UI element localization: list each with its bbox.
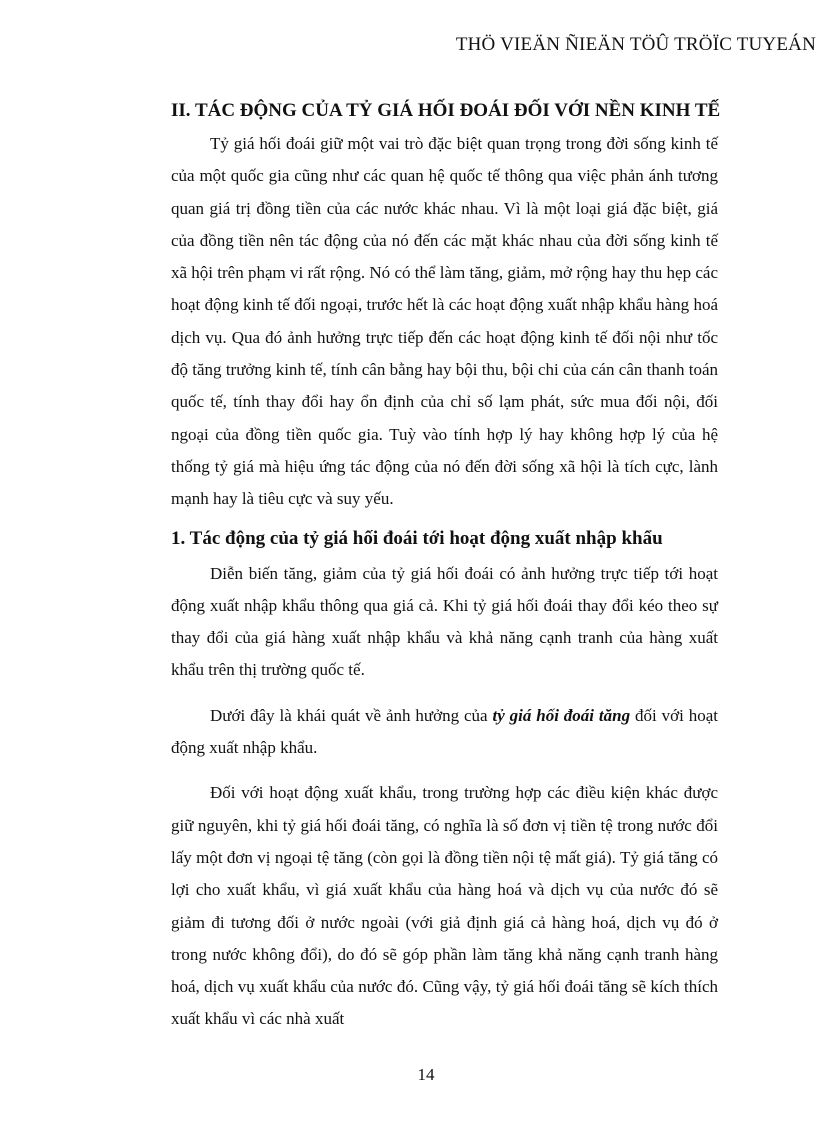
overview-emphasis: tỷ giá hối đoái tăng [492,705,631,725]
paragraph-price-effect: Diễn biến tăng, giảm của tỷ giá hối đoái có ảnh hưởng trực tiếp tới hoạt động xuất nhập khẩu thông qua giá cả. Khi tỷ giá hối đoái thay đổi kéo theo sự thay đổi của giá hàng xuất nhập khẩu và khả năng cạnh tranh của hàng xuất khẩu trên thị trường quốc tế. [171,563,718,680]
overview-text-start: Dưới đây là khái quát về ảnh hưởng của [210,705,493,725]
page-body [171,96,721,1036]
paragraph-export: Đối với hoạt động xuất khẩu, trong trường hợp các điều kiện khác được giữ nguyên, khi tỷ giá hối đoái tăng, có nghĩa là số đơn vị tiền tệ trong nước đổi lấy một đơn vị ngoại tệ tăng (còn gọi là đồng tiền nội tệ mất giá). Tỷ giá tăng có lợi cho xuất khẩu, vì giá xuất khẩu của hàng hoá và dịch vụ của nước đó sẽ giảm đi tương đối ở nước ngoài (với giả định giá cả hàng hoá, dịch vụ đó ở trong nước không đổi), do đó sẽ góp phần làm tăng khả năng cạnh tranh hàng hoá, dịch vụ xuất khẩu của nước đó. Cũng vậy, tỷ giá hối đoái tăng sẽ kích thích xuất khẩu vì các nhà xuất [171,783,718,1029]
subsection-heading: 1. Tác động của tỷ giá hối đoái tới hoạt động xuất nhập khẩu [171,527,663,549]
intro-paragraph: Tỷ giá hối đoái giữ một vai trò đặc biệt quan trọng trong đời sống kinh tế của một quốc gia cũng như các quan hệ quốc tế thông qua việc phản ánh tương quan giá trị đồng tiền của các nước khác nhau. Vì là một loại giá đặc biệt, giá của đồng tiền nên tác động của nó đến các mặt khác nhau của đời sống kinh tế xã hội trên phạm vi rất rộng. Nó có thể làm tăng, giảm, mở rộng hay thu hẹp các hoạt động kinh tế đối ngoại, trước hết là các hoạt động xuất nhập khẩu hàng hoá dịch vụ. Qua đó ảnh hưởng trực tiếp đến các hoạt động kinh tế đối nội như tốc độ tăng trưởng kinh tế, tính cân bằng hay bội thu, bội chi của cán cân thanh toán quốc tế, tính thay đổi hay ổn định của chỉ số lạm phát, sức mua đối nội, đối ngoại của đồng tiền quốc gia. Tuỳ vào tính hợp lý hay không hợp lý của hệ thống tỷ giá mà hiệu ứng tác động của nó đến đời sống xã hội là tích cực, lành mạnh hay là tiêu cực và suy yếu. [171,134,718,509]
overview-text-end: đối với hoạt động xuất nhập khẩu. [171,705,718,758]
running-header: THÖ VIEÄN ÑIEÄN TÖÛ TRÖÏC TUYEÁN [455,34,816,55]
paragraph-overview [171,700,718,765]
section-heading: II. TÁC ĐỘNG CỦA TỶ GIÁ HỐI ĐOÁI ĐỐI VỚI NỀN KINH TẾ [171,100,721,121]
page-number: 14 [417,1065,435,1084]
